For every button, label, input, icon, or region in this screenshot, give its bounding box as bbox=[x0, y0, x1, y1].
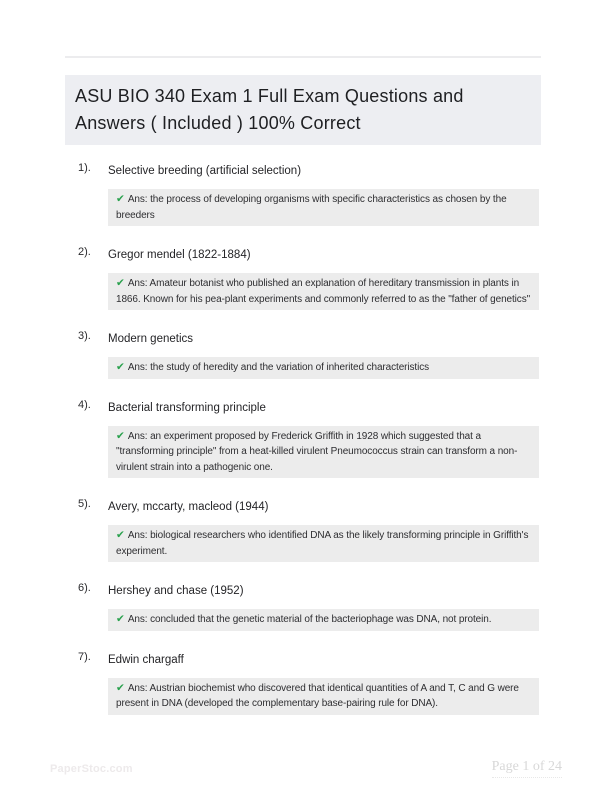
question-row bbox=[65, 248, 542, 263]
answer-text: Ans: concluded that the genetic material of the bacteriophage was DNA, not protein. bbox=[127, 614, 492, 625]
answer-box bbox=[108, 426, 539, 479]
check-icon: ✔ bbox=[116, 681, 125, 694]
question-number: 7). bbox=[78, 650, 91, 663]
question-number: 1). bbox=[78, 162, 91, 174]
qa-item bbox=[65, 332, 542, 379]
answer-box bbox=[108, 525, 539, 562]
question-number: 3). bbox=[78, 330, 91, 342]
check-icon: ✔ bbox=[116, 193, 125, 205]
check-icon: ✔ bbox=[116, 277, 125, 289]
question-text: Avery, mccarty, macleod (1944) bbox=[108, 501, 269, 513]
question-text: Hershey and chase (1952) bbox=[108, 585, 244, 597]
answer-text: Ans: biological researchers who identified DNA as the likely transforming principle in Griffith's experiment. bbox=[116, 530, 529, 557]
question-row bbox=[65, 650, 542, 668]
answer-text: Ans: Austrian biochemist who discovered that identical quantities of A and T, C and G were present in DNA (developed the complementary base-pairing rule for DNA). bbox=[116, 682, 519, 709]
answer-text: Ans: the study of heredity and the variation of inherited characteristics bbox=[127, 362, 430, 373]
qa-item bbox=[65, 584, 542, 631]
question-number: 2). bbox=[78, 246, 91, 258]
answer-box bbox=[108, 609, 539, 631]
question-row bbox=[65, 584, 542, 599]
question-text: Gregor mendel (1822-1884) bbox=[108, 249, 251, 261]
question-row bbox=[65, 164, 542, 179]
check-icon: ✔ bbox=[116, 529, 125, 541]
qa-item bbox=[65, 500, 542, 562]
question-text: Edwin chargaff bbox=[108, 653, 184, 666]
question-text: Modern genetics bbox=[108, 333, 194, 345]
question-row bbox=[65, 398, 542, 416]
title-line-2: Answers ( Included ) 100% Correct bbox=[75, 113, 361, 133]
answer-text: Ans: the process of developing organisms with specific characteristics as chosen by the breeders bbox=[116, 194, 507, 221]
qa-item bbox=[65, 650, 542, 715]
qa-item bbox=[65, 164, 542, 226]
question-number: 6). bbox=[78, 582, 91, 594]
check-icon: ✔ bbox=[116, 613, 125, 625]
document-title bbox=[65, 75, 541, 145]
page-indicator: Page 1 of 24 bbox=[492, 759, 562, 778]
answer-box bbox=[108, 273, 539, 310]
qa-item bbox=[65, 248, 542, 310]
qa-item bbox=[65, 398, 542, 479]
answer-box bbox=[108, 357, 539, 379]
question-number: 5). bbox=[78, 498, 91, 510]
title-line-1: ASU BIO 340 Exam 1 Full Exam Questions and bbox=[75, 86, 464, 106]
question-text: Bacterial transforming principle bbox=[108, 401, 266, 414]
answer-text: Ans: Amateur botanist who published an explanation of hereditary transmission in plants in 1866. Known for his pea-plant experiments and commonly referred to as the "father of genetics" bbox=[116, 278, 531, 305]
check-icon: ✔ bbox=[116, 361, 125, 373]
question-row bbox=[65, 500, 542, 515]
question-number: 4). bbox=[78, 398, 91, 411]
watermark: PaperStoc.com bbox=[50, 763, 133, 775]
qa-list bbox=[65, 164, 542, 737]
question-text: Selective breeding (artificial selection) bbox=[108, 165, 302, 177]
question-row bbox=[65, 332, 542, 347]
answer-box bbox=[108, 189, 539, 226]
answer-box bbox=[108, 678, 539, 715]
check-icon: ✔ bbox=[116, 429, 125, 442]
title-divider bbox=[65, 56, 541, 58]
answer-text: Ans: an experiment proposed by Frederick Griffith in 1928 which suggested that a "transforming principle" from a heat-killed virulent Pneumococcus strain can transform a non-virulent strain into a pathogenic one. bbox=[116, 430, 518, 473]
